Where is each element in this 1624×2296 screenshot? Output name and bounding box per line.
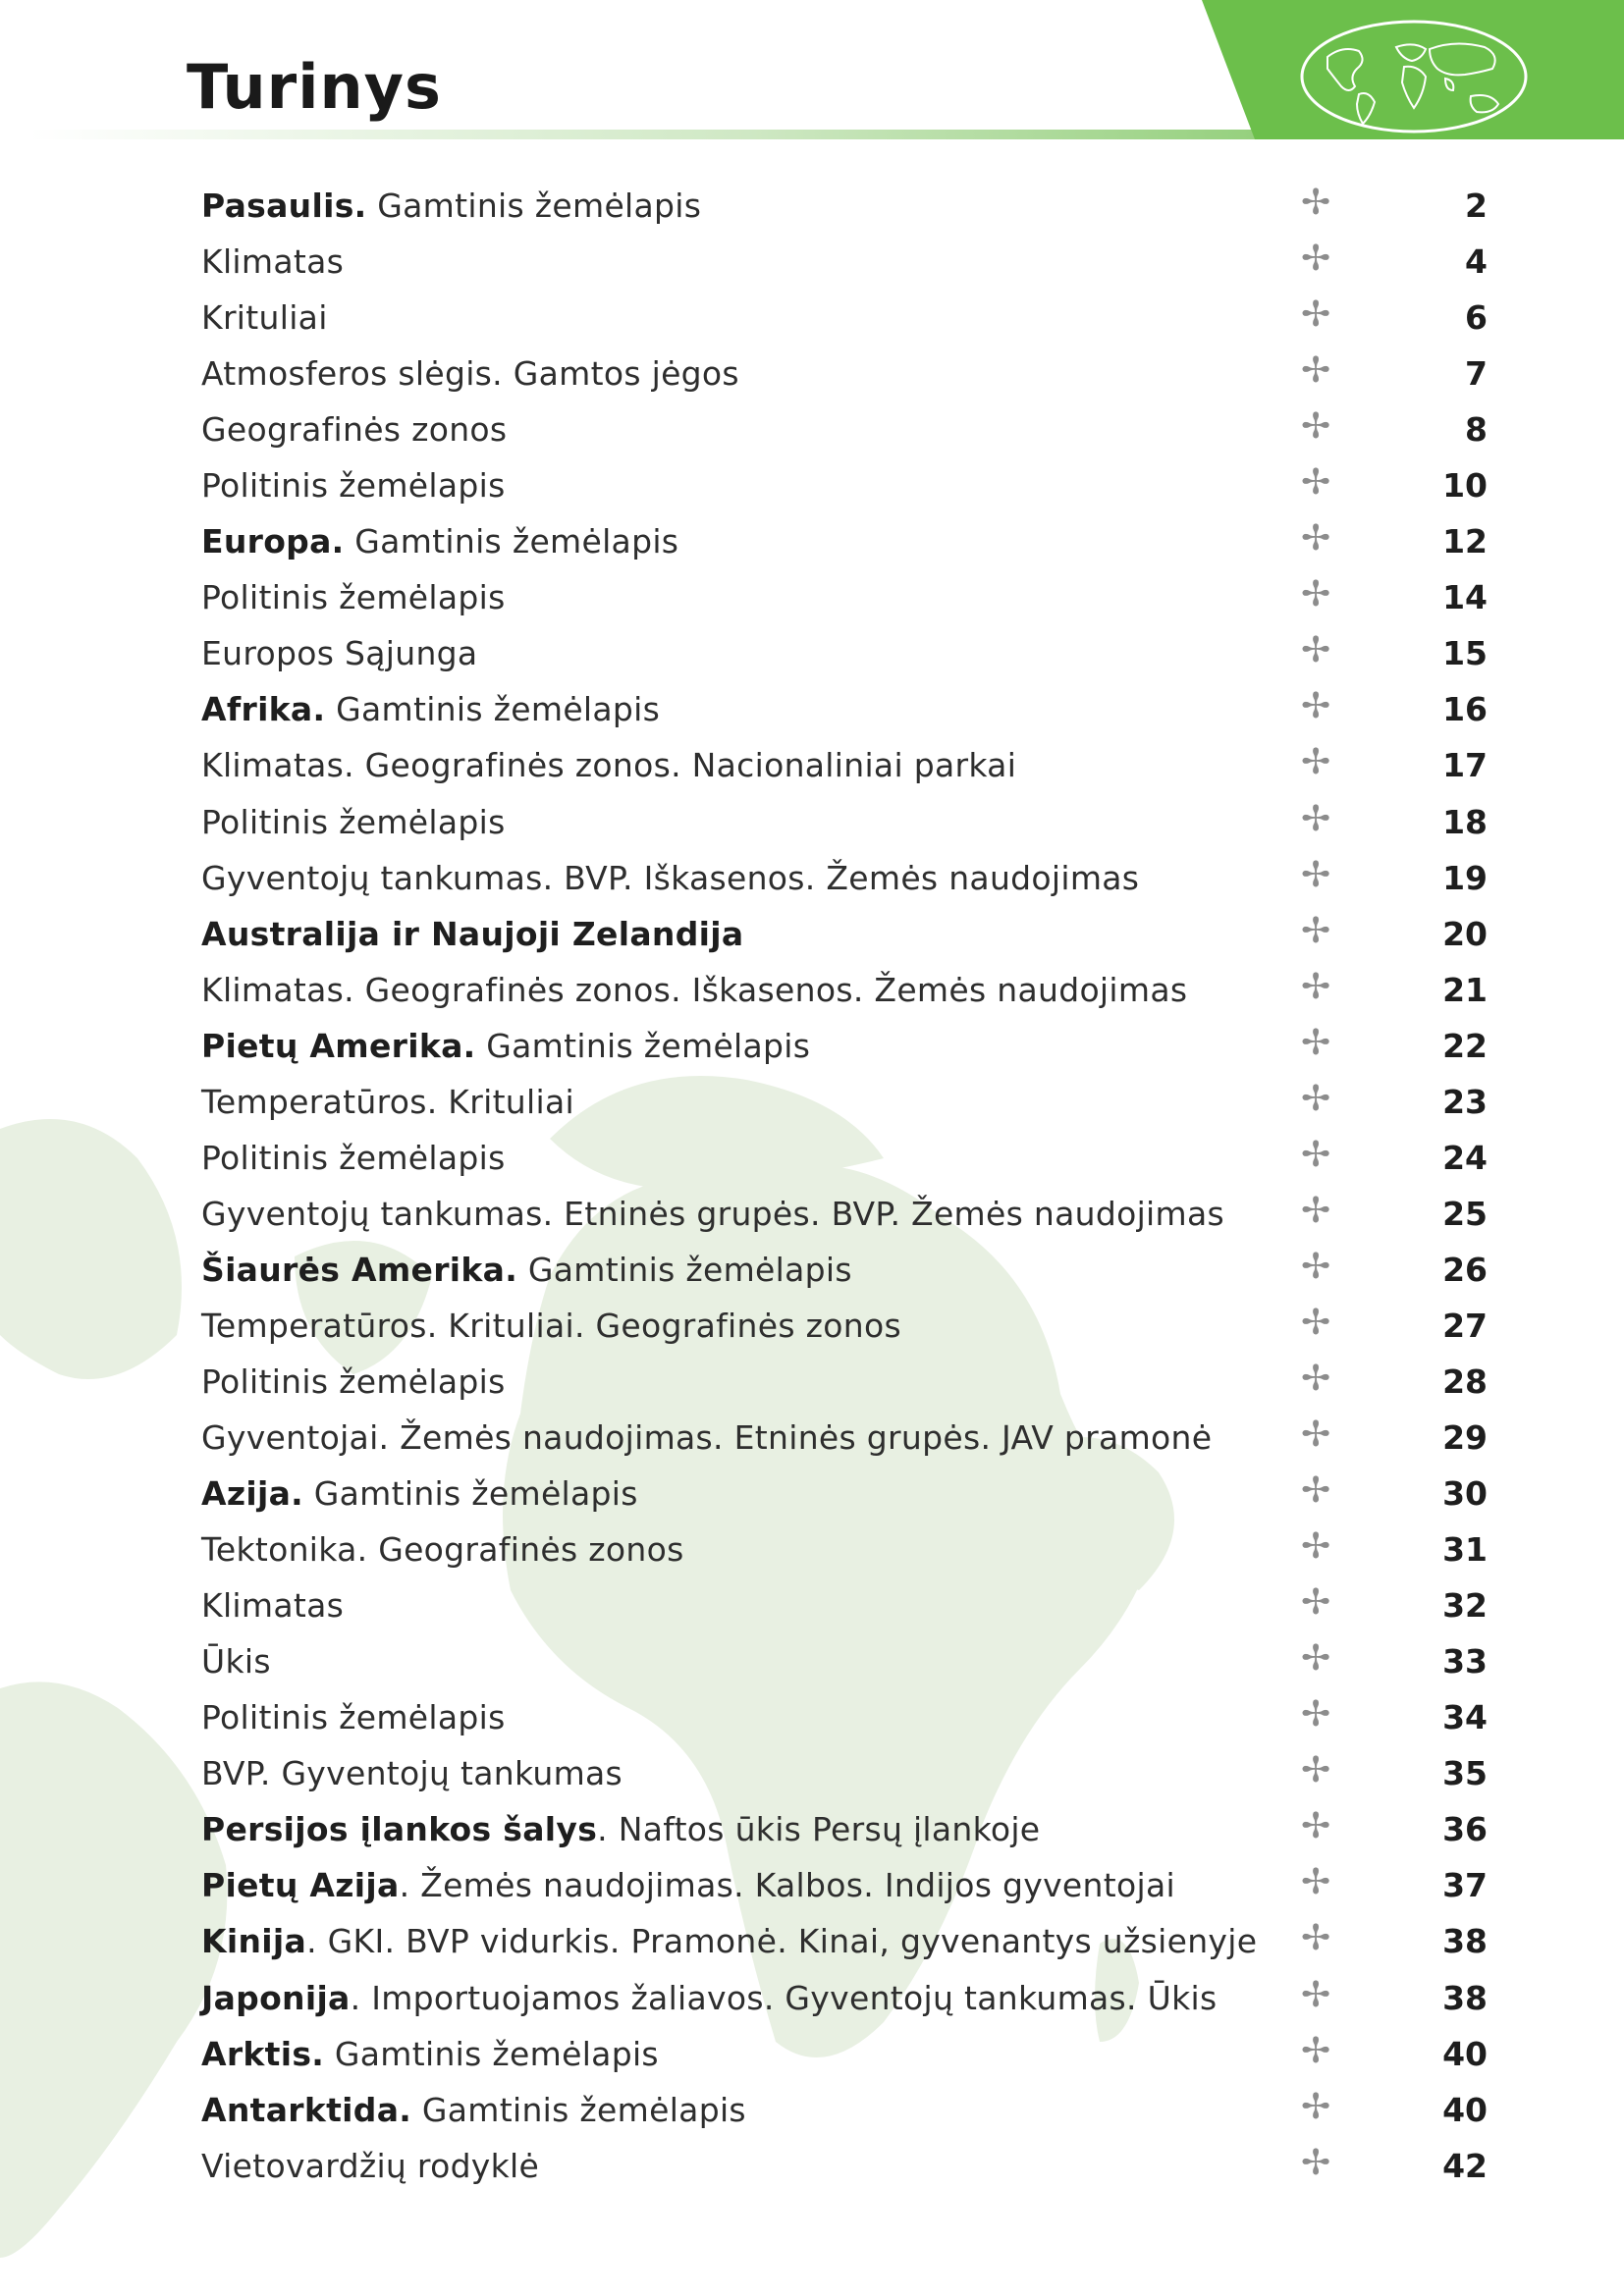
toc-entry[interactable] [201, 179, 1488, 235]
toc-entry-subtitle: Klimatas [201, 242, 345, 282]
toc-entry-subtitle: Gamtinis žemėlapis [517, 1250, 852, 1289]
toc-page-number: 8 [1465, 410, 1488, 450]
toc-entry[interactable] [201, 1858, 1488, 1914]
separator-plus-icon: ✢ [1301, 2086, 1331, 2127]
toc-entry[interactable] [201, 1578, 1488, 1634]
toc-entry-title [201, 803, 506, 841]
separator-plus-icon: ✢ [1301, 1134, 1331, 1175]
toc-entry-title [201, 1754, 623, 1792]
toc-entry[interactable] [201, 682, 1488, 738]
toc-entry-title [201, 1530, 684, 1569]
toc-page-number: 31 [1442, 1530, 1488, 1570]
toc-entry-subtitle: Gamtinis žemėlapis [324, 2034, 659, 2073]
separator-plus-icon: ✢ [1301, 518, 1331, 560]
separator-plus-icon: ✢ [1301, 1918, 1331, 1959]
toc-entry[interactable] [201, 1187, 1488, 1243]
toc-entry-heading: Arktis. [201, 2034, 325, 2073]
toc-page-number: 14 [1442, 578, 1488, 617]
toc-page-number: 2 [1465, 187, 1488, 225]
toc-entry-title [201, 1307, 901, 1345]
toc-entry-subtitle: Gamtinis žemėlapis [475, 1026, 811, 1065]
toc-entry-title [201, 242, 344, 281]
toc-entry[interactable] [201, 626, 1488, 682]
toc-entry-title [201, 298, 328, 337]
toc-entry-title [201, 1474, 638, 1513]
toc-page-number: 28 [1442, 1362, 1488, 1401]
toc-entry-title [201, 915, 743, 953]
toc-entry-subtitle: Klimatas. Geografinės zonos. Iškasenos. Žemės naudojimas [201, 970, 1188, 1009]
separator-plus-icon: ✢ [1301, 1246, 1331, 1287]
toc-page-number: 15 [1442, 634, 1488, 673]
separator-plus-icon: ✢ [1301, 2030, 1331, 2071]
separator-plus-icon: ✢ [1301, 239, 1331, 280]
toc-entry-title [201, 2091, 746, 2129]
toc-entry-subtitle: Europos Sąjunga [201, 634, 478, 673]
toc-entry-heading: Azija. [201, 1474, 303, 1514]
separator-plus-icon: ✢ [1301, 406, 1331, 448]
separator-plus-icon: ✢ [1301, 1078, 1331, 1119]
toc-entry[interactable] [201, 1411, 1488, 1467]
toc-entry-subtitle: Politinis žemėlapis [201, 802, 506, 841]
toc-entry-subtitle: Atmosferos slėgis. Gamtos jėgos [201, 354, 739, 394]
toc-entry-heading: Pietų Azija [201, 1866, 400, 1905]
toc-entry[interactable] [201, 514, 1488, 570]
toc-page-number: 16 [1442, 690, 1488, 729]
toc-page-number: 38 [1442, 1922, 1488, 1961]
toc-entry[interactable] [201, 2027, 1488, 2083]
toc-entry-subtitle: Gyventojai. Žemės naudojimas. Etninės grupės. JAV pramonė [201, 1418, 1213, 1458]
toc-entry-subtitle: Politinis žemėlapis [201, 1698, 506, 1737]
separator-plus-icon: ✢ [1301, 1638, 1331, 1680]
toc-entry-subtitle: Gamtinis žemėlapis [325, 690, 661, 729]
separator-plus-icon: ✢ [1301, 294, 1331, 336]
toc-entry[interactable] [201, 1802, 1488, 1858]
toc-entry-subtitle: Gyventojų tankumas. Etninės grupės. BVP. Žemės naudojimas [201, 1194, 1224, 1233]
toc-entry[interactable] [201, 347, 1488, 402]
toc-entry-subtitle: Gyventojų tankumas. BVP. Iškasenos. Žemės naudojimas [201, 858, 1140, 897]
toc-entry[interactable] [201, 2083, 1488, 2139]
toc-entry-title [201, 2147, 539, 2185]
toc-entry-subtitle: Vietovardžių rodyklė [201, 2146, 540, 2185]
toc-entry-subtitle: Klimatas. Geografinės zonos. Nacionaliniai parkai [201, 746, 1017, 785]
toc-entry-title [201, 187, 701, 225]
toc-entry-subtitle: Tektonika. Geografinės zonos [201, 1530, 684, 1570]
toc-entry-heading: Australija ir Naujoji Zelandija [201, 914, 744, 953]
toc-entry-subtitle: Temperatūros. Krituliai [201, 1082, 574, 1121]
toc-entry-subtitle: Gamtinis žemėlapis [411, 2090, 746, 2129]
toc-entry-subtitle: Gamtinis žemėlapis [302, 1474, 638, 1514]
toc-page-number: 40 [1442, 2034, 1488, 2073]
separator-plus-icon: ✢ [1301, 183, 1331, 223]
separator-plus-icon: ✢ [1301, 1582, 1331, 1624]
separator-plus-icon: ✢ [1301, 1470, 1331, 1512]
toc-page-number: 6 [1465, 298, 1488, 338]
toc-entry-title [201, 1698, 506, 1736]
toc-page-number: 26 [1442, 1250, 1488, 1289]
toc-page-number: 10 [1442, 466, 1488, 506]
toc-entry[interactable] [201, 1243, 1488, 1299]
toc-entry-title [201, 1362, 506, 1401]
toc-page-number: 27 [1442, 1306, 1488, 1345]
toc-entry-subtitle: Gamtinis žemėlapis [366, 187, 702, 225]
toc-entry-heading: Antarktida. [201, 2090, 412, 2129]
toc-page-number: 37 [1442, 1866, 1488, 1905]
separator-plus-icon: ✢ [1301, 1806, 1331, 1847]
toc-entry-title [201, 1418, 1212, 1457]
toc-entry-title [201, 1866, 1175, 1904]
toc-entry-heading: Persijos įlankos šalys [201, 1810, 598, 1849]
toc-entry[interactable] [201, 570, 1488, 626]
toc-entry[interactable] [201, 1131, 1488, 1187]
toc-page-number: 20 [1442, 914, 1488, 953]
toc-page-number: 24 [1442, 1138, 1488, 1177]
toc-entry[interactable] [201, 1075, 1488, 1131]
toc-entry-subtitle: Politinis žemėlapis [201, 1362, 506, 1401]
toc-entry-title [201, 1979, 1217, 2017]
toc-page-number: 23 [1442, 1082, 1488, 1121]
toc-entry-title [201, 746, 1016, 784]
toc-page-number: 29 [1442, 1418, 1488, 1458]
toc-entry-title [201, 1922, 1257, 1960]
toc-entry-heading: Šiaurės Amerika. [201, 1250, 518, 1289]
toc-entry-subtitle: Klimatas [201, 1586, 345, 1626]
toc-entry[interactable] [201, 1746, 1488, 1802]
separator-plus-icon: ✢ [1301, 1358, 1331, 1399]
toc-page-number: 42 [1442, 2146, 1488, 2185]
toc-entry[interactable] [201, 402, 1488, 458]
toc-entry-title [201, 1195, 1224, 1233]
toc-page-number: 12 [1442, 522, 1488, 561]
toc-entry-title [201, 2035, 659, 2073]
toc-page-number: 22 [1442, 1026, 1488, 1065]
toc-page-number: 34 [1442, 1698, 1488, 1737]
toc-entry-title [201, 1810, 1040, 1848]
separator-plus-icon: ✢ [1301, 1526, 1331, 1568]
toc-entry[interactable] [201, 1971, 1488, 2027]
separator-plus-icon: ✢ [1301, 1302, 1331, 1343]
toc-page-number: 25 [1442, 1194, 1488, 1233]
separator-plus-icon: ✢ [1301, 350, 1331, 392]
toc-entry-subtitle: Temperatūros. Krituliai. Geografinės zonos [201, 1306, 901, 1345]
separator-plus-icon: ✢ [1301, 1974, 1331, 2015]
separator-plus-icon: ✢ [1301, 742, 1331, 783]
separator-plus-icon: ✢ [1301, 854, 1331, 895]
toc-entry-title [201, 1251, 852, 1289]
toc-entry[interactable] [201, 1690, 1488, 1746]
toc-entry-subtitle: BVP. Gyventojų tankumas [201, 1754, 623, 1793]
toc-entry-heading: Pasaulis. [201, 187, 367, 225]
toc-entry-subtitle: . Importuojamos žaliavos. Gyventojų tankumas. Ūkis [350, 1978, 1218, 2017]
toc-entry-title [201, 1586, 344, 1625]
separator-plus-icon: ✢ [1301, 1415, 1331, 1456]
toc-entry-subtitle: Krituliai [201, 298, 328, 338]
toc-entry-title [201, 1083, 574, 1121]
toc-entry-subtitle: Geografinės zonos [201, 410, 508, 450]
globe-icon [1298, 18, 1530, 135]
separator-plus-icon: ✢ [1301, 2142, 1331, 2183]
toc-page-number: 36 [1442, 1810, 1488, 1849]
toc-entry-heading: Europa. [201, 522, 345, 561]
table-of-contents [201, 179, 1488, 2195]
toc-entry[interactable] [201, 795, 1488, 851]
toc-page-number: 17 [1442, 746, 1488, 785]
separator-plus-icon: ✢ [1301, 910, 1331, 951]
toc-entry-heading: Kinija [201, 1922, 307, 1961]
separator-plus-icon: ✢ [1301, 630, 1331, 671]
toc-page-number: 32 [1442, 1586, 1488, 1626]
toc-entry[interactable] [201, 1634, 1488, 1690]
toc-entry-subtitle: Gamtinis žemėlapis [344, 522, 679, 561]
toc-entry[interactable] [201, 1019, 1488, 1075]
toc-entry[interactable] [201, 291, 1488, 347]
toc-entry[interactable] [201, 1355, 1488, 1411]
separator-plus-icon: ✢ [1301, 966, 1331, 1007]
toc-entry[interactable] [201, 2139, 1488, 2195]
page-title: Turinys [187, 51, 442, 123]
toc-entry-title [201, 354, 739, 393]
toc-entry-subtitle: . Žemės naudojimas. Kalbos. Indijos gyventojai [399, 1866, 1175, 1905]
toc-entry-title [201, 1027, 810, 1065]
toc-entry-title [201, 466, 506, 505]
toc-entry-subtitle: . GKI. BVP vidurkis. Pramonė. Kinai, gyvenantys užsienyje [306, 1922, 1258, 1961]
toc-page-number: 38 [1442, 1978, 1488, 2017]
toc-entry-title [201, 522, 678, 561]
toc-page-number: 30 [1442, 1474, 1488, 1514]
toc-page-number: 7 [1465, 354, 1488, 394]
toc-entry[interactable] [201, 1467, 1488, 1522]
toc-page-number: 35 [1442, 1754, 1488, 1793]
toc-entry-heading: Japonija [201, 1978, 351, 2017]
toc-entry-subtitle: Politinis žemėlapis [201, 466, 506, 506]
toc-entry[interactable] [201, 458, 1488, 514]
separator-plus-icon: ✢ [1301, 798, 1331, 839]
toc-page-number: 4 [1465, 242, 1488, 282]
separator-plus-icon: ✢ [1301, 1862, 1331, 1903]
separator-plus-icon: ✢ [1301, 1022, 1331, 1063]
separator-plus-icon: ✢ [1301, 1694, 1331, 1735]
separator-plus-icon: ✢ [1301, 1750, 1331, 1791]
toc-page-number: 33 [1442, 1642, 1488, 1682]
toc-entry-title [201, 971, 1187, 1009]
separator-plus-icon: ✢ [1301, 1190, 1331, 1231]
toc-entry-heading: Afrika. [201, 690, 326, 729]
toc-entry-subtitle: . Naftos ūkis Persų įlankoje [597, 1810, 1041, 1849]
separator-plus-icon: ✢ [1301, 574, 1331, 615]
toc-entry[interactable] [201, 1299, 1488, 1355]
toc-entry-subtitle: Politinis žemėlapis [201, 1138, 506, 1177]
toc-page-number: 21 [1442, 970, 1488, 1009]
separator-plus-icon: ✢ [1301, 686, 1331, 727]
toc-entry[interactable] [201, 963, 1488, 1019]
toc-entry-heading: Pietų Amerika. [201, 1026, 476, 1065]
toc-entry-title [201, 410, 507, 449]
toc-entry[interactable] [201, 1522, 1488, 1578]
toc-entry-title [201, 578, 506, 616]
toc-entry-subtitle: Ūkis [201, 1642, 271, 1682]
toc-entry-subtitle: Politinis žemėlapis [201, 578, 506, 617]
toc-entry[interactable] [201, 235, 1488, 291]
toc-entry[interactable] [201, 1914, 1488, 1970]
toc-entry[interactable] [201, 851, 1488, 907]
toc-entry-title [201, 690, 660, 728]
toc-entry[interactable] [201, 907, 1488, 963]
separator-plus-icon: ✢ [1301, 462, 1331, 504]
toc-page-number: 19 [1442, 858, 1488, 897]
toc-entry-title [201, 859, 1139, 897]
toc-entry[interactable] [201, 738, 1488, 794]
toc-entry-title [201, 1642, 271, 1681]
toc-entry-title [201, 1139, 506, 1177]
toc-page-number: 18 [1442, 802, 1488, 841]
toc-entry-title [201, 634, 477, 672]
toc-page-number: 40 [1442, 2090, 1488, 2129]
